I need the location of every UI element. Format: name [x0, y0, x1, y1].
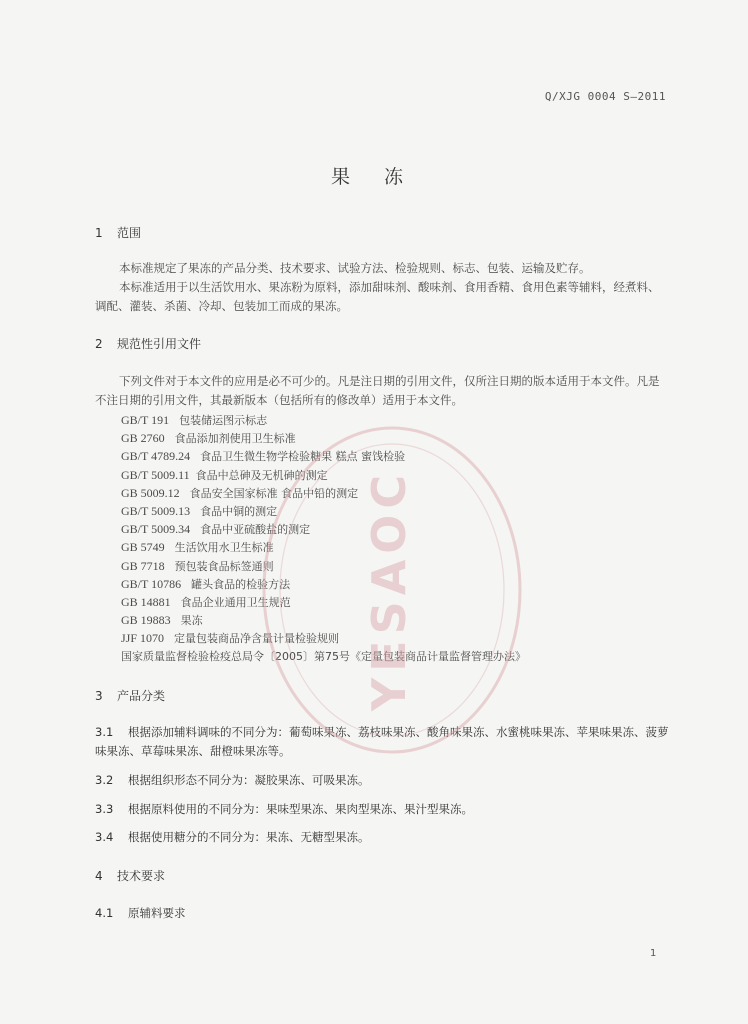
- ref-name: 定量包装商品净含量计量检验规则: [174, 632, 340, 646]
- document-title: 果 冻: [330, 166, 418, 188]
- standard-code: Q/XJG 0004 S—2011: [544, 90, 666, 103]
- ref-code: GB 14881: [121, 594, 171, 609]
- ref-code: GB/T 5009.13: [121, 503, 191, 518]
- ref-name: 食品添加剂使用卫生标准: [174, 432, 296, 446]
- ref-code: GB 7718: [121, 558, 165, 573]
- section-number: 3: [95, 689, 103, 703]
- paragraph: 下列文件对于本文件的应用是必不可少的。凡是注日期的引用文件，仅所注日期的版本适用于本文件。凡是不注日期的引用文件，其最新版本（包括所有的修改单）适用于本文件。: [95, 374, 660, 407]
- clause-text: 根据原料使用的不同分为：果味型果冻、果肉型果冻、果汁型果冻。: [128, 802, 473, 816]
- clause: [95, 771, 673, 790]
- clause-text: 根据使用糖分的不同分为：果冻、无糖型果冻。: [128, 830, 370, 844]
- clause: [95, 800, 673, 819]
- clause-number: 3.2: [95, 773, 114, 787]
- section-4-heading: [95, 867, 165, 884]
- page-number: 1: [650, 948, 657, 959]
- section-number: 1: [95, 226, 103, 240]
- ref-name: 国家质量监督检验检疫总局令〔2005〕第75号《定量包装商品计量监督管理办法》: [121, 650, 526, 664]
- paragraph: 本标准规定了果冻的产品分类、技术要求、试验方法、检验规则、标志、包装、运输及贮存。: [119, 261, 591, 275]
- clause-text: 根据组织形态不同分为：凝胶果冻、可吸果冻。: [128, 773, 370, 787]
- ref-name: 包装储运图示标志: [179, 414, 268, 427]
- ref-name: 食品卫生微生物学检验糖果 糕点 蜜饯检验: [200, 450, 406, 464]
- clause: [95, 904, 673, 923]
- paragraph: 本标准适用于以生活饮用水、果冻粉为原料，添加甜味剂、酸味剂、食用香精、食用色素等辅料，经煮料、调配、灌装、杀菌、冷却、包装加工而成的果冻。: [95, 280, 660, 313]
- seal-text: YESAOC: [362, 468, 416, 712]
- clause-number: 3.3: [95, 802, 114, 816]
- ref-code: GB/T 191: [121, 413, 170, 427]
- section-title: 技术要求: [117, 869, 166, 883]
- clause-number: 3.1: [95, 725, 114, 739]
- ref-code: GB/T 5009.11: [121, 467, 190, 482]
- ref-code: GB 2760: [121, 431, 165, 446]
- ref-name: 食品中亚硫酸盐的测定: [200, 523, 311, 537]
- section-3-heading: [95, 687, 165, 704]
- clause: [95, 828, 673, 847]
- ref-name: 生活饮用水卫生标准: [174, 541, 274, 555]
- ref-code: JJF 1070: [121, 631, 165, 646]
- clause-text: 原辅料要求: [128, 906, 186, 920]
- ref-code: GB 5009.12: [121, 485, 180, 500]
- ref-code: GB/T 10786: [121, 576, 182, 591]
- ref-name: 罐头食品的检验方法: [191, 577, 291, 591]
- ref-name: 食品企业通用卫生规范: [180, 595, 291, 609]
- ref-name: 食品安全国家标准 食品中铅的测定: [189, 486, 359, 500]
- official-seal-stamp: [255, 420, 530, 760]
- clause-number: 3.4: [95, 830, 114, 844]
- ref-code: GB/T 4789.24: [121, 449, 191, 464]
- ref-code: GB 5749: [121, 540, 165, 555]
- clause-text: 根据添加辅料调味的不同分为：葡萄味果冻、荔枝味果冻、酸角味果冻、水蜜桃味果冻、苹果味果冻、菠萝味果冻、草莓味果冻、甜橙味果冻等。: [95, 725, 669, 758]
- clause-number: 4.1: [95, 906, 114, 920]
- ref-name: 果冻: [180, 614, 203, 628]
- section-2-heading: [95, 335, 201, 352]
- section-number: 2: [95, 337, 103, 351]
- section-title: 规范性引用文件: [117, 337, 202, 351]
- section-1-heading: [95, 224, 141, 241]
- section-title: 范围: [117, 226, 142, 240]
- ref-name: 食品中铜的测定: [200, 504, 278, 518]
- ref-code: GB/T 5009.34: [121, 522, 191, 537]
- ref-name: 预包装食品标签通则: [174, 559, 274, 573]
- section-number: 4: [95, 869, 103, 883]
- ref-name: 食品中总砷及无机砷的测定: [195, 468, 328, 482]
- ref-code: GB 19883: [121, 613, 171, 628]
- section-title: 产品分类: [117, 689, 166, 703]
